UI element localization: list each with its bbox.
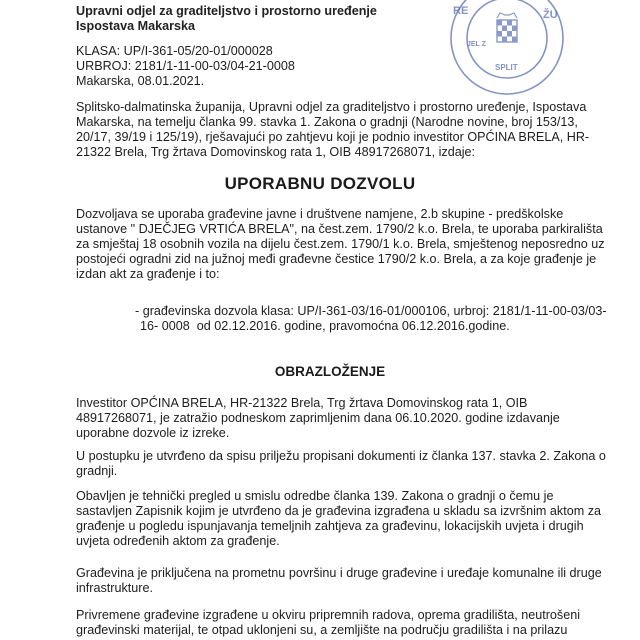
header-department: Upravni odjel za graditeljstvo i prostorno uređenje <box>76 4 377 18</box>
intro-line: 21322 Brela, Trg žrtava Domovinskog rata 1, OIB 48917268071, izdaje: <box>76 145 476 159</box>
official-stamp <box>447 0 567 98</box>
body-line: uvjeta određenih aktom za građenje. <box>76 534 280 548</box>
bullet-line: 16- 0008 od 02.12.2016. godine, pravomoćna 06.12.2016.godine. <box>140 319 510 333</box>
body-line: Investitor OPĆINA BRELA, HR-21322 Brela, Trg žrtava Domovinskog rata 1, OIB <box>76 396 528 410</box>
body-line: Privremene građevine izgrađene u okviru pripremnih radova, oprema gradilišta, neutrošeni <box>76 608 581 622</box>
body-line: Obavljen je tehnički pregled u smislu odredbe članka 139. Zakona o gradnji o čemu je <box>76 489 554 503</box>
section-heading: OBRAZLOŽENJE <box>274 364 386 379</box>
permit-line: postojeći ogradni zid na južnoj međi građevne čestice 1790/2 k.o. Brela, a za koje građenje je <box>76 252 597 266</box>
intro-line: Makarska, na temelju članka 99. stavka 1. Zakona o gradnji (Narodne novine, broj 153/13, <box>76 115 578 129</box>
permit-line: izdan akt za građenje i to: <box>76 267 220 281</box>
body-line: uporabne dozvole iz izreke. <box>76 426 230 440</box>
stamp-text-inner: JEL Z <box>467 41 486 48</box>
permit-line: Dozvoljava se uporaba građevine javne i društvene namjene, 2.b skupine - predškolske <box>76 207 564 221</box>
body-line: Građevina je priključena na prometnu površinu i druge građevine i uređaje komunalne ili druge <box>76 566 602 580</box>
body-line: sastavljen Zapisnik kojim je utvrđeno da je građevina izgrađena u skladu sa izvršnim aktom za <box>76 504 601 518</box>
body-line: gradnji. <box>76 464 118 478</box>
urbroj-line: URBROJ: 2181/1-11-00-03/04-21-0008 <box>76 59 295 73</box>
intro-line: Splitsko-dalmatinska županija, Upravni odjel za graditeljstvo i prostorno uređenje, Ispostava <box>76 100 587 114</box>
stamp-text-right: ŽU <box>543 9 558 21</box>
header-branch: Ispostava Makarska <box>76 19 196 33</box>
stamp-text-left: RE <box>453 5 469 17</box>
stamp-text-bottom: SPLIT <box>495 63 518 72</box>
body-line: infrastrukture. <box>76 581 153 595</box>
body-line: 48917268071, je zatražio podneskom zaprimljenim dana 06.10.2020. godine izdavanje <box>76 411 560 425</box>
body-line: građevinski materijal, te otpad uklonjeni su, a zemljište na području gradilišta i na prilazu <box>76 623 568 637</box>
bullet-line: - građevinska dozvola klasa: UP/I-361-03/16-01/000106, urbroj: 2181/1-11-00-03/03- <box>135 304 607 318</box>
intro-line: 20/17, 39/19 i 125/19), rješavajući po zahtjevu koji je podnio investitor OPĆINA BRELA, HR- <box>76 130 590 144</box>
permit-line: za smještaj 18 osobnih vozila na dijelu čest.zem. 1790/1 k.o. Brela, smještenog neposredno uz <box>76 237 605 251</box>
body-line: građenje u pogledu ispunjavanja temeljnih zahtjeva za građevinu, lokacijskih uvjeta i drugih <box>76 519 584 533</box>
document-title: UPORABNU DOZVOLU <box>224 174 416 193</box>
body-line: U postupku je utvrđeno da spisu prilježu propisani dokumenti iz članka 137. stavka 2. Zakona o <box>76 449 606 463</box>
klasa-line: KLASA: UP/I-361-05/20-01/000028 <box>76 44 273 58</box>
place-date-line: Makarska, 08.01.2021. <box>76 74 205 88</box>
coat-of-arms-icon <box>497 13 517 42</box>
permit-line: ustanove " DJEČJEG VRTIĆA BRELA", na čest.zem. 1790/2 k.o. Brela, te uporaba parkirališta <box>76 222 603 236</box>
